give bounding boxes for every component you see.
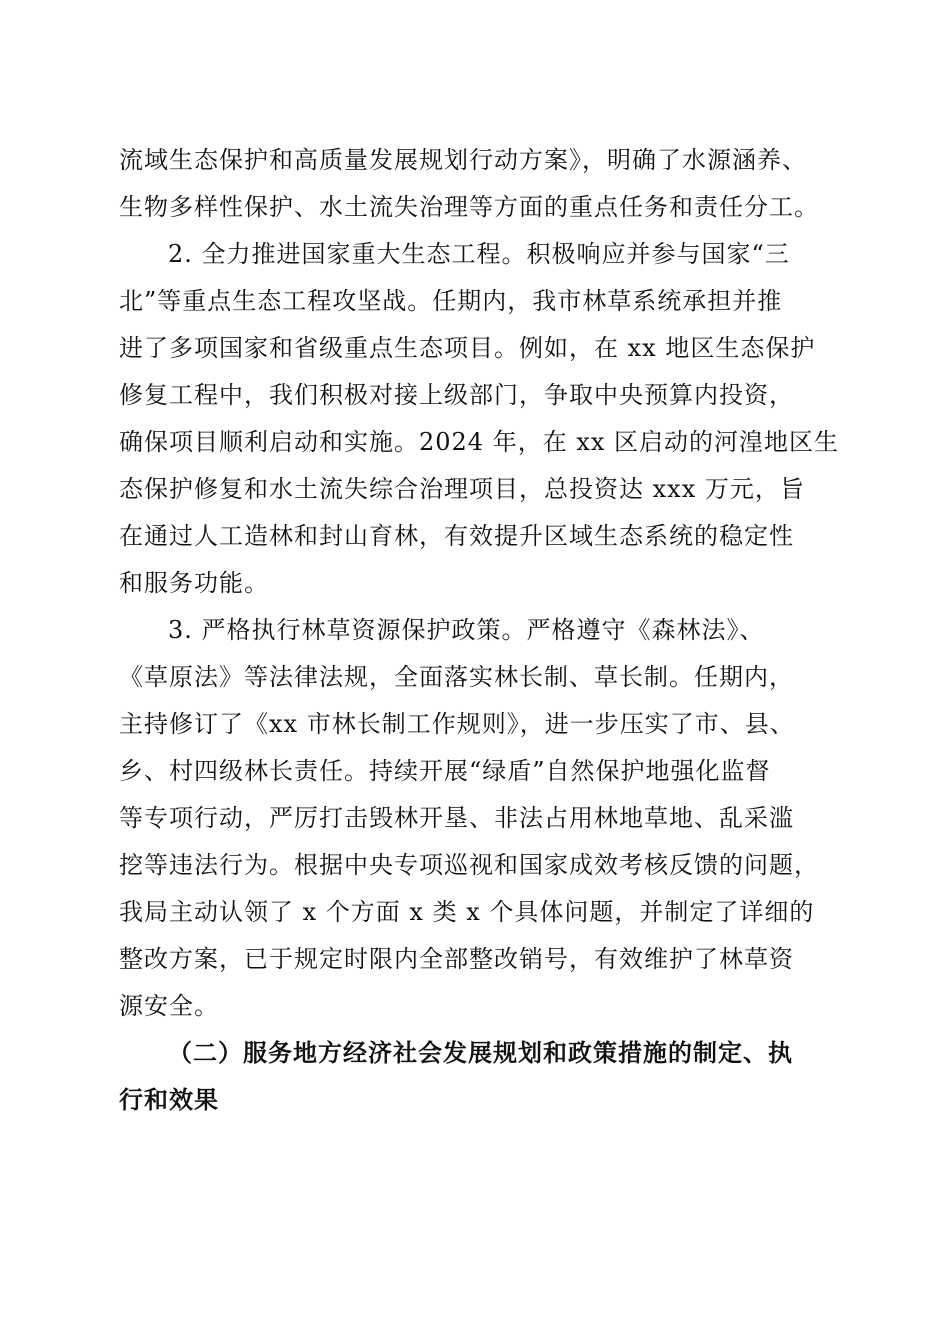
text-line: 主持修订了《xx 市林长制工作规则》，进一步压实了市、县、 bbox=[119, 710, 795, 738]
text-line: 我局主动认领了 x 个方面 x 类 x 个具体问题，并制定了详细的 bbox=[119, 898, 815, 926]
text-line: 等专项行动，严厉打击毁林开垦、非法占用林地草地、乱采滥 bbox=[119, 804, 794, 832]
paragraph-2-start: 2. 全力推进国家重大生态工程。积极响应并参与国家“三 bbox=[168, 240, 790, 268]
text-line: 在通过人工造林和封山育林，有效提升区域生态系统的稳定性 bbox=[119, 522, 794, 550]
section-heading: （二）服务地方经济社会发展规划和政策措施的制定、执 bbox=[168, 1038, 793, 1067]
text-line: 进了多项国家和省级重点生态项目。例如，在 xx 地区生态保护 bbox=[119, 334, 816, 362]
text-line: 挖等违法行为。根据中央专项巡视和国家成效考核反馈的问题， bbox=[119, 851, 819, 879]
text-line: 《草原法》等法律法规，全面落实林长制、草长制。任期内， bbox=[119, 663, 794, 691]
text-line: 乡、村四级林长责任。持续开展“绿盾”自然保护地强化监督 bbox=[119, 757, 771, 785]
section-heading-continued: 行和效果 bbox=[119, 1085, 219, 1114]
paragraph-3-start: 3. 严格执行林草资源保护政策。严格遵守《森林法》、 bbox=[168, 616, 765, 644]
text-line: 整改方案，已于规定时限内全部整改销号，有效维护了林草资 bbox=[119, 945, 794, 973]
text-line: 修复工程中，我们积极对接上级部门，争取中央预算内投资， bbox=[119, 381, 794, 409]
text-line: 源安全。 bbox=[119, 992, 219, 1020]
text-line: 流域生态保护和高质量发展规划行动方案》，明确了水源涵养、 bbox=[119, 146, 807, 174]
text-line: 态保护修复和水土流失综合治理项目，总投资达 xxx 万元，旨 bbox=[119, 475, 805, 503]
text-line: 和服务功能。 bbox=[119, 569, 269, 597]
text-line: 生物多样性保护、水土流失治理等方面的重点任务和责任分工。 bbox=[119, 193, 819, 221]
text-line: 北”等重点生态工程攻坚战。任期内，我市林草系统承担并推 bbox=[119, 287, 783, 315]
text-line: 确保项目顺利启动和实施。2024 年，在 xx 区启动的河湟地区生 bbox=[119, 428, 840, 456]
